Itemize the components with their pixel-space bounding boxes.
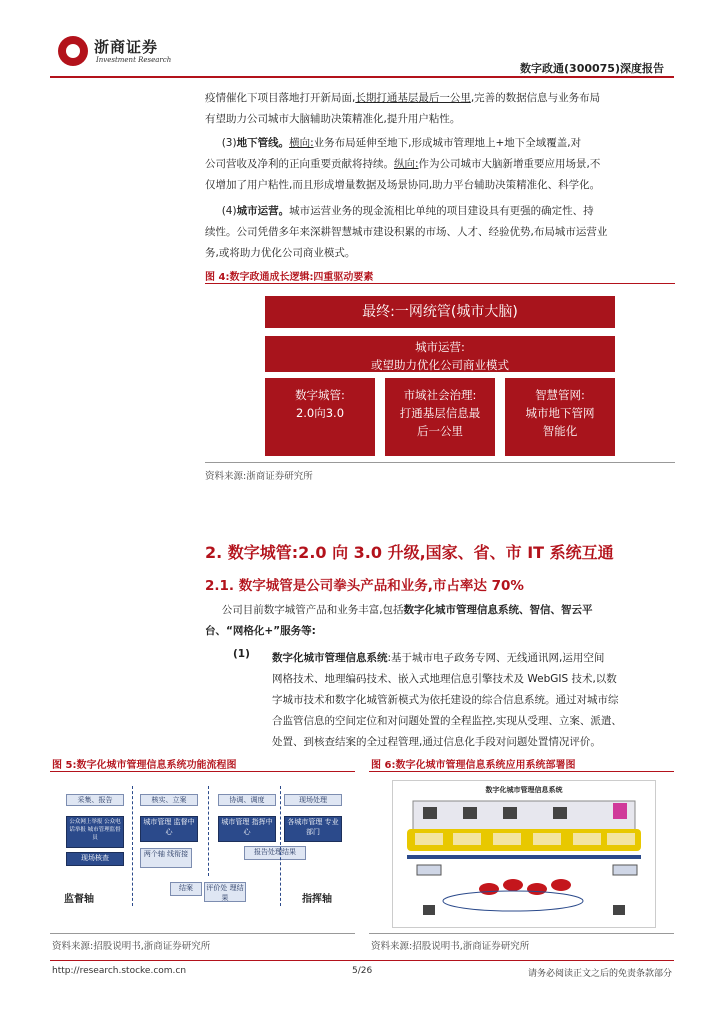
fig5-divider-1: [132, 786, 134, 906]
fig5-axis-right: 指挥轴: [302, 894, 332, 905]
fig4-title: 图 4:数字政通成长逻辑:四重驱动要素: [205, 272, 374, 283]
item1-paragraph: 数字化城市管理信息系统:基于城市电子政务专网、无线通讯网,运用空间 网格技术、地理编码技术、嵌入式地理信息引擎技术及 WebGIS 技术,以数 字城市技术和数字化城管新模式为依托建设的综合信息系统。通过对城市综 合监管信息的空间定位和对问题处置的全程监控,实现从受理、立案、派遣、 处置、到核查结案的全过程管理,通过信息化手段对问题处置情况评价。: [272, 652, 622, 748]
logo-icon: [58, 36, 88, 66]
section-heading-2: 2. 数字城管:2.0 向 3.0 升级,国家、省、市 IT 系统互通: [205, 543, 614, 562]
fig6-title: 图 6:数字化城市管理信息系统应用系统部署图: [371, 760, 576, 771]
fig5-bottom-rule: [50, 933, 355, 934]
fig4-box-social-governance: 市域社会治理: 打通基层信息最 后一公里: [385, 378, 495, 456]
section2-paragraph: 公司目前数字城管产品和业务丰富,包括数字化城市管理信息系统、智信、智云平 台、“网格化+”服务等:: [205, 604, 593, 637]
fig6-deployment-graphic: [393, 781, 655, 927]
logo-cn: 浙商证券: [94, 38, 159, 56]
fig4-bottom-rule: [205, 462, 675, 463]
fig5-close: 结案: [170, 882, 202, 896]
fig5-diagram: [58, 786, 350, 926]
fig5-source: 资料来源:招股说明书,浙商证券研究所: [52, 941, 211, 952]
item1-number: (1): [233, 648, 250, 660]
fig5-title: 图 5:数字化城市管理信息系统功能流程图: [52, 760, 237, 771]
fig5-two-axis: 两个轴 线衔接: [140, 848, 192, 868]
fig4-box-urban-management: 数字城管: 2.0向3.0: [265, 378, 375, 456]
fig4-rule: [205, 283, 675, 284]
fig5-divider-2: [208, 786, 210, 876]
fig5-site: 现场处理: [284, 794, 342, 806]
fig4-top-box: 最终:一网统管(城市大脑): [265, 296, 615, 328]
footer-disclaimer: 请务必阅读正文之后的免责条款部分: [527, 969, 672, 979]
footer-url[interactable]: http://research.stocke.com.cn: [52, 966, 187, 976]
page-number: 5/26: [352, 966, 373, 976]
fig4-mid-box: 城市运营: 或望助力优化公司商业模式: [265, 336, 615, 372]
fig5-collect: 采集、报告: [66, 794, 124, 806]
fig5-eval: 评价处 理结果: [204, 882, 246, 902]
fig4-box-smart-pipeline: 智慧管网: 城市地下管网 智能化: [505, 378, 615, 456]
footer-rule: [50, 960, 674, 961]
fig5-site-verify: 现场核查: [66, 852, 124, 866]
fig5-divider-3: [280, 786, 282, 906]
section-heading-2-1: 2.1. 数字城管是公司拳头产品和业务,市占率达 70%: [205, 578, 524, 594]
fig6-rule: [369, 771, 674, 772]
intro-paragraph: 疫情催化下项目落地打开新局面,长期打通基层最后一公里,完善的数据信息与业务布局 有望助力公司城市大脑辅助决策精准化,提升用户粘性。: [205, 92, 601, 125]
header-rule: [50, 76, 674, 78]
fig5-command: 城市管理 指挥中心: [218, 816, 276, 842]
fig5-rule: [50, 771, 355, 772]
item4-paragraph: (4)城市运营。城市运营业务的现金流相比单纯的项目建设具有更强的确定性、持 续性。公司凭借多年来深耕智慧城市建设积累的市场、人才、经验优势,布局城市运营业 务,或将助力优化公司商业模式。: [205, 205, 608, 259]
fig4-source: 资料来源:浙商证券研究所: [205, 471, 313, 482]
item3-paragraph: (3)地下管线。横向:业务布局延伸至地下,形成城市管理地上+地下全域覆盖,对 公司营收及净利的正向重要贡献将持续。纵向:作为公司城市大脑新增重要应用场景,不 仅增加了用户粘性,而且形成增量数据及场景协同,助力平台辅助决策精准化、科学化。: [205, 137, 601, 191]
fig6-diagram: [392, 780, 656, 928]
report-title: 数字政通(300075)深度报告: [520, 62, 664, 75]
fig5-axis-left: 监督轴: [64, 894, 94, 905]
fig5-coord: 协调、调度: [218, 794, 276, 806]
fig6-bottom-rule: [369, 933, 674, 934]
fig6-source: 资料来源:招股说明书,浙商证券研究所: [371, 941, 530, 952]
fig5-supervise: 城市管理 监督中心: [140, 816, 198, 842]
fig5-dept: 各城市管理 专业部门: [284, 816, 342, 842]
fig5-result: 报告处理结果: [244, 846, 306, 860]
fig6-inner-title: 数字化城市管理信息系统: [485, 786, 563, 794]
fig5-verify: 核实、立案: [140, 794, 198, 806]
logo-en: Investment Research: [96, 56, 172, 64]
fig5-public: 公众网上举报 公众电话举报 城市管理监督员: [66, 816, 124, 848]
